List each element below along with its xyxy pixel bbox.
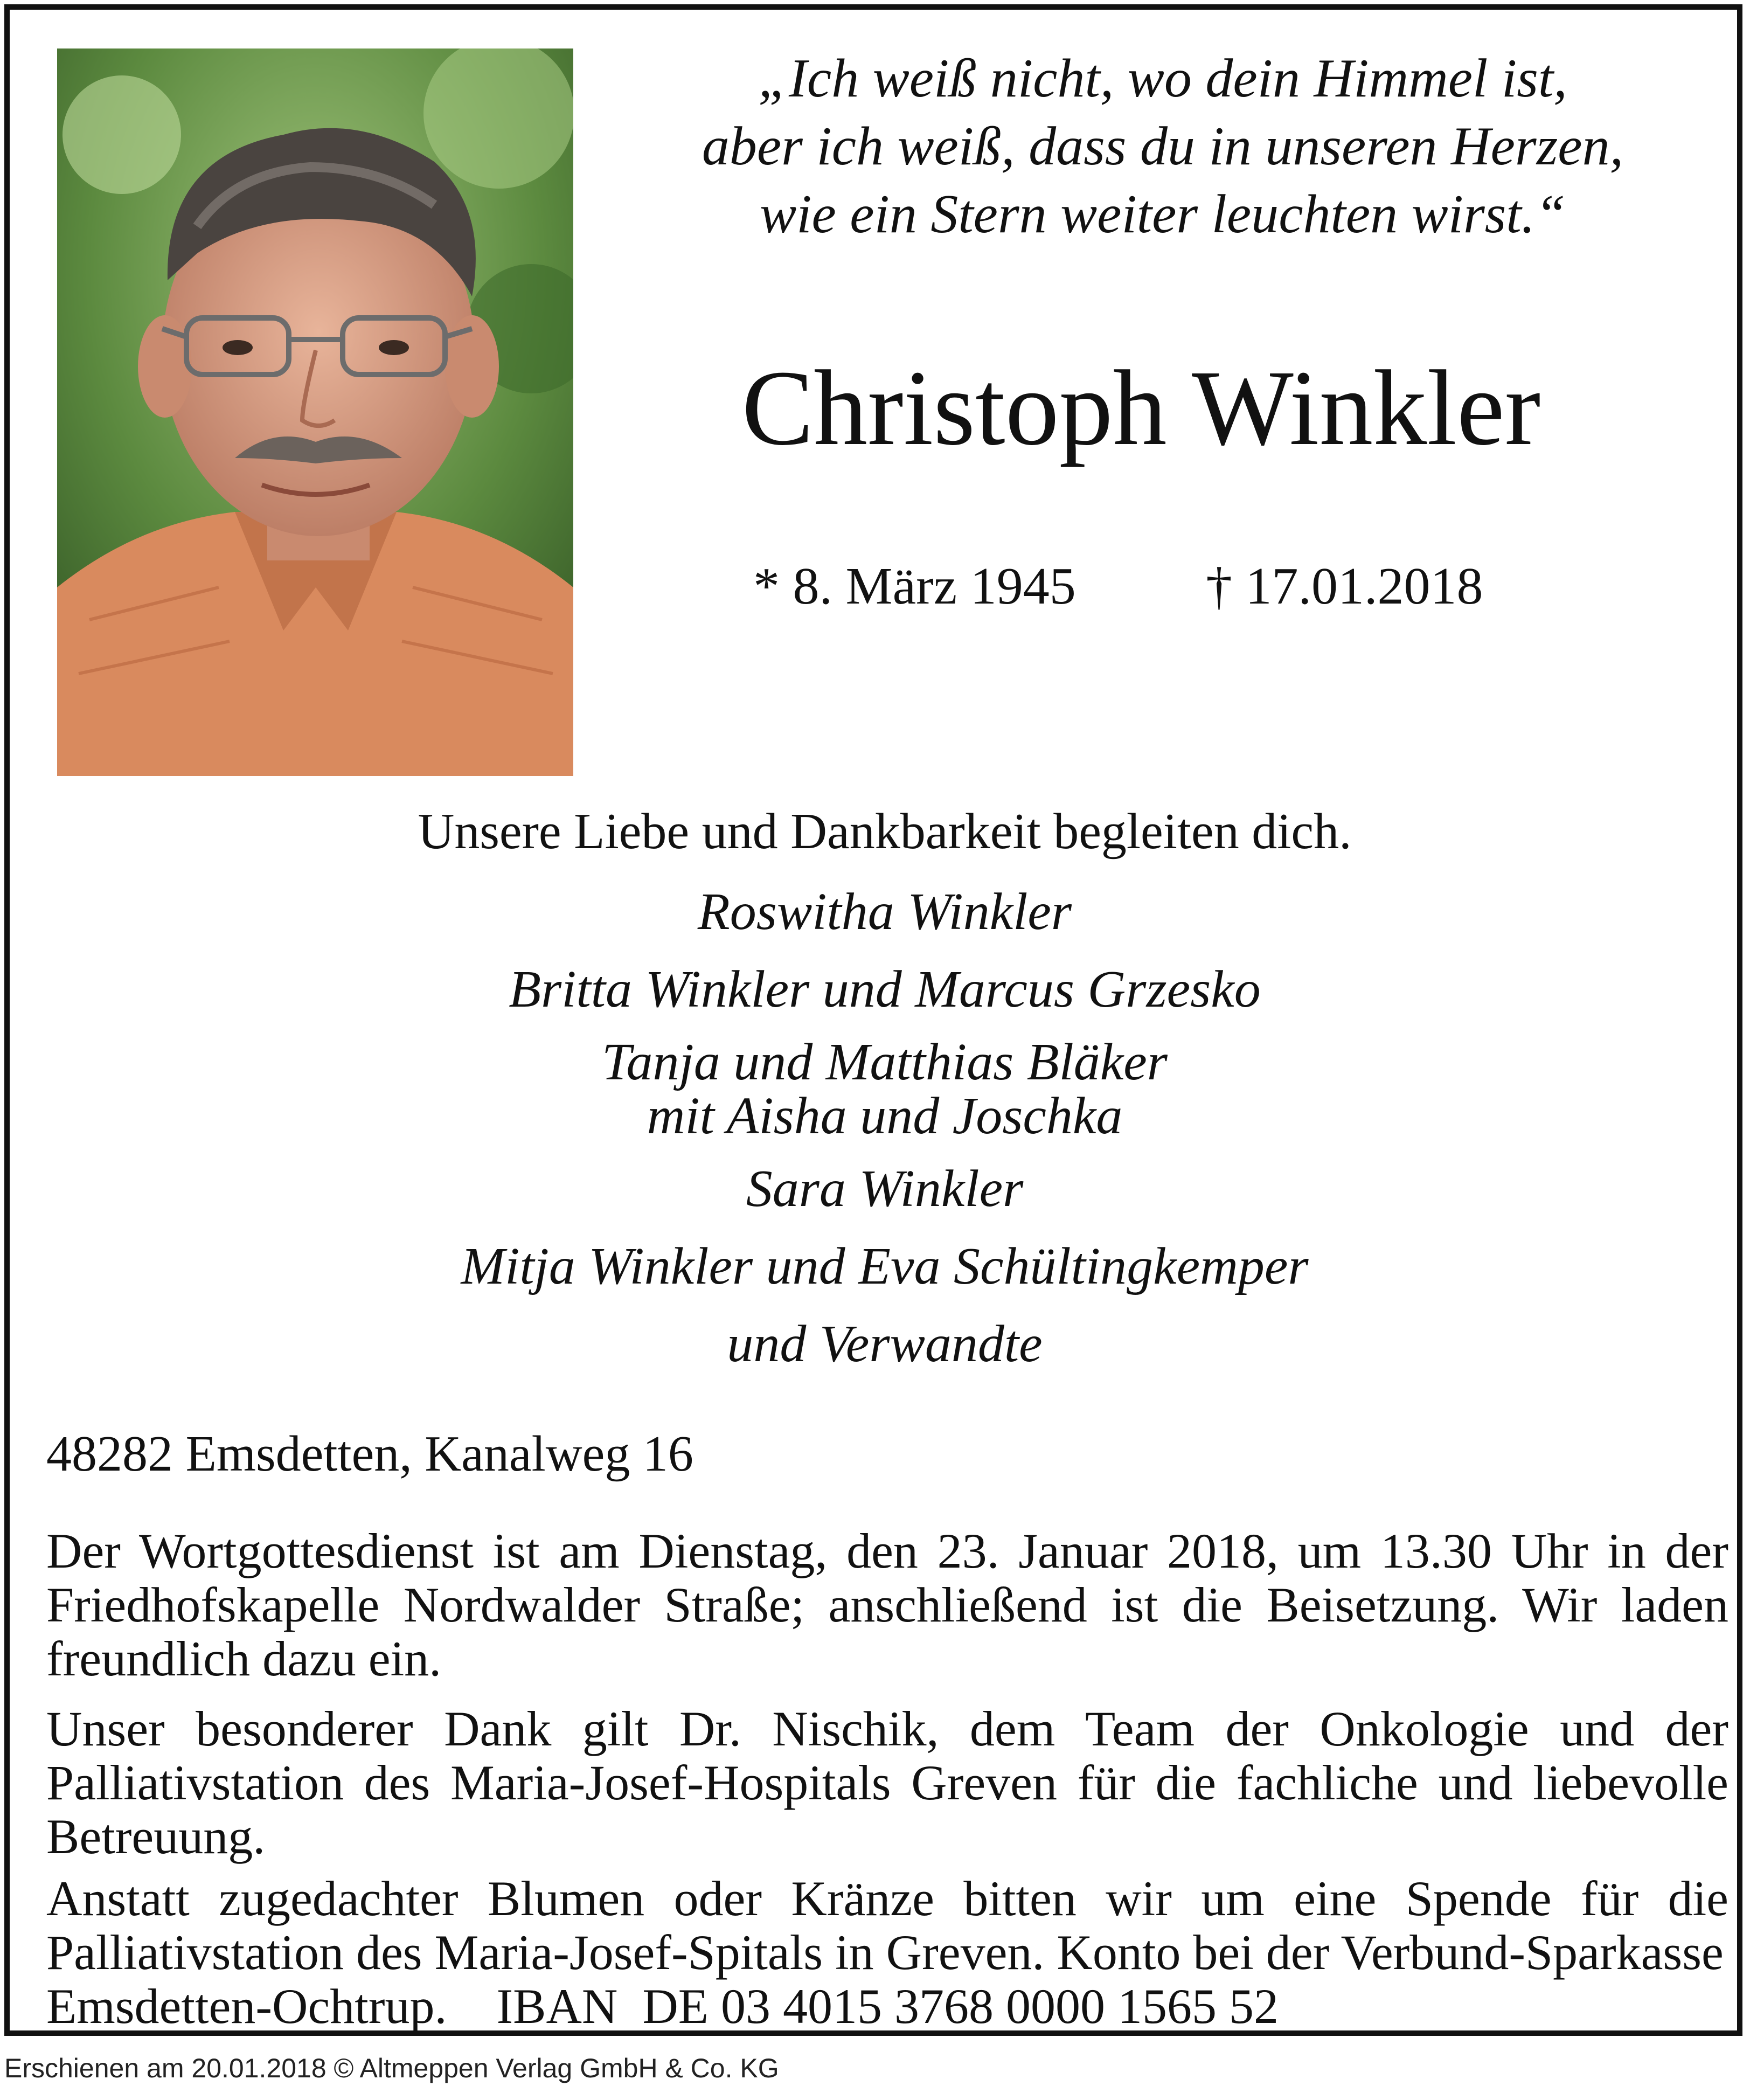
death-date: † 17.01.2018 [1206,557,1483,615]
birth-date: * 8. März 1945 [753,557,1076,615]
service-paragraph: Der Wortgottesdienst ist am Dienstag, den 23. Januar 2018, um 13.30 Uhr in der Friedhofskapelle Nordwalder Straße; anschließend ist die Beisetzung. Wir laden freundlich dazu ein. [46,1523,1728,1686]
mourner-line: Tanja und Matthias Bläker [602,1033,1168,1091]
publication-footer: Erschienen am 20.01.2018 © Altmeppen Verlag GmbH & Co. KG [4,2053,779,2083]
mourner-line: und Verwandte [727,1315,1043,1373]
mourner-line: Britta Winkler und Marcus Grzesko [509,960,1261,1018]
donation-text: Anstatt zugedachter Blumen oder Kränze bitten wir um eine Spende für die Palliativstation des Maria-Josef-Spitals in Greven. Konto bei der Verbund-Sparkasse [46,1871,1728,1980]
quote-line: wie ein Stern weiter leuchten wirst.“ [760,184,1566,245]
address-line: 48282 Emsdetten, Kanalweg 16 [46,1426,693,1482]
bank-iban: IBAN DE 03 4015 3768 0000 1565 52 [496,1979,1279,2034]
quote-line: „Ich weiß nicht, wo dein Himmel ist, [758,48,1567,109]
obituary-frame [4,4,1742,2036]
mourner-line: Roswitha Winkler [697,883,1072,941]
portrait-photo [57,48,573,776]
dedication-line: Unsere Liebe und Dankbarkeit begleiten dich. [418,803,1352,860]
bank-place: Emsdetten-Ochtrup. [46,1979,447,2034]
mourners-list [10,880,1750,1376]
portrait-illustration [57,48,573,776]
thanks-paragraph: Unser besonderer Dank gilt Dr. Nischik, dem Team der Onkologie und der Palliativstation des Maria-Josef-Hospitals Greven für die fachliche und liebevolle Betreuung. [46,1701,1728,1864]
memorial-quote [624,45,1702,248]
deceased-name: Christoph Winkler [741,349,1541,468]
quote-line: aber ich weiß, dass du in unseren Herzen, [702,116,1624,177]
mourner-line: mit Aisha und Joschka [647,1087,1123,1145]
donation-paragraph [46,1872,1728,2033]
mourner-line: Mitja Winkler und Eva Schültingkemper [461,1237,1309,1295]
mourner-line: Sara Winkler [746,1160,1024,1218]
bank-details [46,1979,1728,2033]
